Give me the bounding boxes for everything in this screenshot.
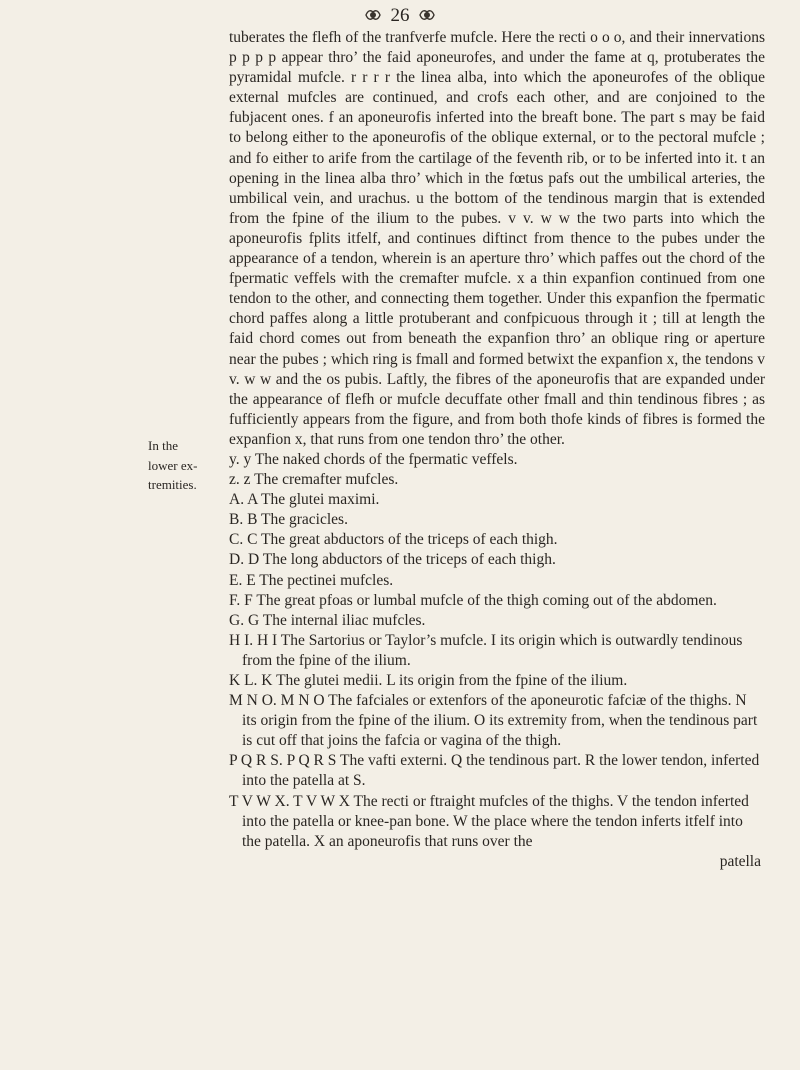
page-number: 26 — [390, 5, 410, 26]
legend-entry: F. F The great pfoas or lumbal mufcle of the thigh coming out of the abdomen. — [229, 591, 717, 609]
margin-note — [148, 436, 224, 495]
legend-entry: z. z The cremafter mufcles. — [229, 471, 399, 489]
legend-entry: H I. H I The Sartorius or Taylor’s mufcle. I its origin which is outwardly tendinous from the fpine of the ilium. — [229, 631, 743, 669]
page-header — [0, 4, 800, 28]
legend-entry: G. G The internal iliac mufcles. — [229, 611, 426, 629]
legend-entry: E. E The pectinei mufcles. — [229, 571, 394, 589]
legend-entry: B. B The gracicles. — [229, 511, 348, 529]
legend-entry: P Q R S. P Q R S The vafti externi. Q the tendinous part. R the lower tendon, inferted into the patella at S. — [229, 752, 760, 790]
main-paragraph: tuberates the flefh of the tranfverfe mufcle. Here the recti o o o, and their innervations p p p p appear thro’ the faid aponeurofes, and under the fame at q, protuberates the pyramidal mufcle. r r r r the linea alba, into which the aponeurofes of the oblique external mufcles are continued, and crofs each other, and are conjoined to the fubjacent ones. f an aponeurofis inferted into the breaft bone. The part s may be faid to belong either to the aponeurofis of the oblique external, or to the pectoral mufcle ; and fo either to arife from the cartilage of the feventh rib, or to be inferted into it. t an opening in the linea alba thro’ which in the fœtus pafs out the umbilical arteries, the umbilical vein, and urachus. u the bottom of the tendinous margin that is extended from the fpine of the ilium to the pubes. v v. w w the two parts into which the aponeurofis fplits itfelf, and continues diftinct from thence to the pubes under the appearance of a tendon, wherein is an aperture thro’ which paffes out the chord of the fpermatic veffels with the cremafter mufcle. x a thin expanfion continued from one tendon to the other, and connecting them together. Under this expanfion the fpermatic chord paffes along a little protuberant and confpicuous through it ; till at length the faid chord comes out from beneath the expanfion thro’ an oblique ring or aperture near the pubes ; which ring is fmall and formed betwixt the expanfion x, the tendons v v. w w and the os pubis. Laftly, the fibres of the aponeurofis that are expanded under the appearance of flefh or mufcle decuffate other fmall and thin tendinous fibres ; as fufficiently appears from the figure, and from both thofe kinds of fibres is formed the expanfion x, that runs from one tendon thro’ the other. — [229, 29, 765, 448]
legend-entry: D. D The long abductors of the triceps of each thigh. — [229, 551, 556, 569]
margin-note-line: lower ex- — [148, 457, 198, 473]
last-line: patella — [719, 852, 761, 870]
fleuron-icon — [419, 8, 435, 22]
legend-entry: y. y The naked chords of the fpermatic veffels. — [229, 450, 518, 468]
legend-entry: K L. K The glutei medii. L its origin from the fpine of the ilium. — [229, 672, 628, 689]
margin-note-line: In the — [148, 438, 178, 453]
legend-entry: A. A The glutei maximi. — [229, 491, 380, 509]
body-text — [229, 28, 765, 872]
legend-entry: C. C The great abductors of the triceps of each thigh. — [229, 531, 558, 549]
legend-entry: M N O. M N O The fafciales or extenfors of the aponeurotic fafciæ of the thighs. N its origin from the fpine of the ilium. O its extremity from, when the tendinous part is cut off that joins the fafcia or vagina of the thigh. — [229, 692, 758, 750]
legend-entry: T V W X. T V W X The recti or ftraight mufcles of the thighs. V the tendon inferted into the patella or knee-pan bone. W the place where the tendon inferts itfelf into the patella. X an aponeurofis that runs over the — [229, 792, 749, 850]
margin-note-line: tremities. — [148, 477, 197, 492]
fleuron-icon — [365, 8, 381, 22]
